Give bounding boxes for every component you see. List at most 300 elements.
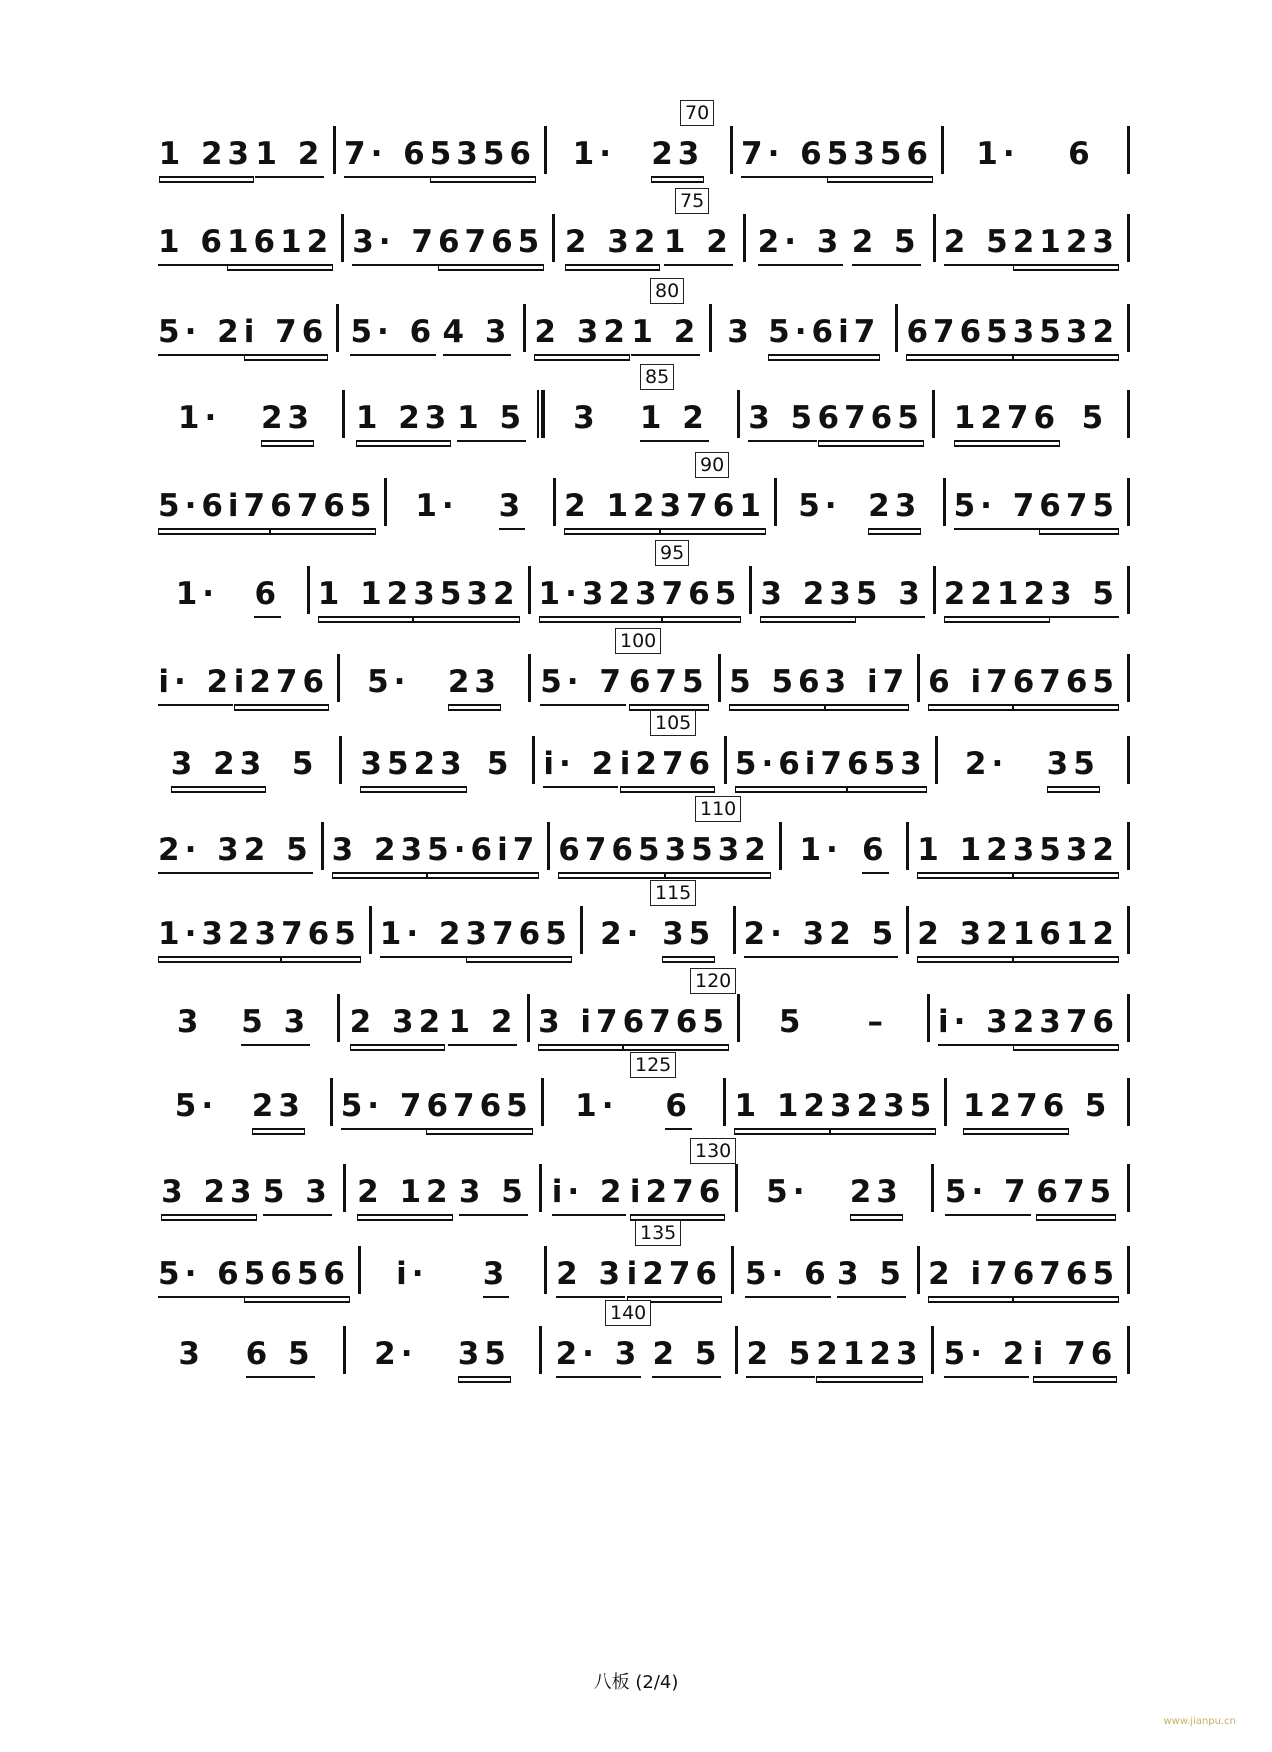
notes-text: i276: [620, 732, 715, 788]
note-group: [944, 210, 1013, 266]
notes-text: 1 5: [457, 386, 526, 442]
measure-number-box: 125: [630, 1052, 676, 1078]
measure: [150, 650, 337, 706]
notes-text: 3: [727, 314, 754, 350]
note-group: [1013, 818, 1119, 874]
measure-number-box: 105: [650, 710, 696, 736]
note-group: [360, 732, 466, 788]
notes-text: 5: [1081, 400, 1109, 436]
note-group: [938, 990, 1013, 1046]
notes-text: 2· 3: [556, 1322, 642, 1378]
note-group: [856, 562, 925, 618]
watermark: www.jianpu.cn: [1163, 1716, 1236, 1727]
note-group: [798, 474, 841, 526]
notes-text: i· 2: [158, 650, 233, 706]
note-group: [254, 562, 281, 618]
page-footer: 八板 (2/4): [593, 1672, 679, 1693]
measure: [727, 732, 935, 788]
note-group: [255, 122, 324, 178]
note-group: [438, 210, 544, 266]
measure: [340, 650, 527, 706]
measure-number-box: 95: [655, 540, 689, 566]
score-line: [150, 628, 1130, 708]
note-group: [1036, 1160, 1116, 1216]
barline: [1127, 654, 1130, 702]
notes-row: [150, 1160, 1130, 1216]
note-group: [665, 818, 771, 874]
notes-text: 5356: [827, 122, 933, 178]
measure: [736, 902, 907, 958]
notes-text: 1·: [799, 832, 843, 868]
measure: [526, 300, 709, 356]
measure: [530, 990, 737, 1046]
note-group: [413, 562, 519, 618]
note-group: [850, 1160, 903, 1216]
note-group: [158, 474, 270, 530]
note-group: [227, 210, 333, 266]
note-group: [945, 1160, 1031, 1216]
measure: [734, 1242, 917, 1298]
notes-text: 6765: [558, 818, 664, 874]
notes-text: 3: [176, 1004, 204, 1040]
measure: [150, 902, 369, 958]
barline: [1127, 906, 1130, 954]
notes-text: 3532: [1013, 300, 1119, 356]
measure: [345, 386, 537, 442]
notes-text: 1 2: [664, 210, 733, 266]
notes-text: 6765: [818, 386, 924, 442]
note-group: [830, 1074, 936, 1130]
barline: [1127, 736, 1130, 784]
notes-text: 1·: [177, 400, 222, 436]
notes-text: 6765: [1013, 1242, 1119, 1298]
notes-text: 2 3: [556, 1242, 625, 1298]
note-group: [430, 122, 536, 178]
measure: [544, 1074, 724, 1130]
measure: [547, 1242, 730, 1298]
notes-text: 5·: [766, 1174, 810, 1210]
score-line: [150, 540, 1130, 620]
measure: [947, 1074, 1127, 1130]
note-group: [748, 386, 817, 442]
notes-text: 5· 7: [540, 650, 626, 706]
note-group: [651, 122, 704, 178]
notes-text: 2· 3: [758, 210, 844, 266]
notes-text: 7· 6: [741, 122, 827, 178]
notes-text: 2 5: [652, 1322, 721, 1378]
notes-text: 2 32: [917, 902, 1013, 958]
note-group: [564, 474, 660, 530]
notes-text: 23: [850, 1160, 903, 1216]
note-group: [745, 1242, 831, 1298]
notes-text: 765: [281, 902, 361, 958]
measure-number-box: 135: [635, 1220, 681, 1246]
measure: [150, 990, 337, 1046]
notes-text: 675: [629, 650, 709, 706]
note-group: [540, 650, 626, 706]
measure: [752, 562, 932, 618]
notes-text: 2 32: [350, 990, 446, 1046]
measure-number-box: 120: [690, 968, 736, 994]
score-line: [150, 1220, 1130, 1300]
notes-text: 5· 6: [350, 300, 436, 356]
note-group: [917, 818, 1013, 874]
note-group: [159, 122, 255, 178]
notes-text: 2 12: [564, 474, 660, 530]
note-group: [374, 1322, 417, 1374]
score-line: [150, 968, 1130, 1048]
note-group: [631, 300, 700, 356]
notes-text: 3 5: [837, 1242, 906, 1298]
notes-text: 3 5: [748, 386, 817, 442]
note-group: [1013, 300, 1119, 356]
notes-text: 23: [651, 122, 704, 178]
measure: [342, 732, 531, 788]
barline: [1127, 1326, 1130, 1374]
note-group: [499, 474, 526, 530]
note-group: [965, 732, 1008, 784]
note-group: [427, 818, 539, 874]
measure: [150, 732, 339, 788]
note-group: [158, 300, 244, 356]
note-group: [829, 902, 898, 958]
measure: [150, 122, 333, 178]
notes-text: 3523: [360, 732, 466, 788]
barline: [1127, 214, 1130, 262]
note-group: [944, 562, 1050, 618]
note-group: [630, 1160, 725, 1216]
note-group: [244, 1242, 350, 1298]
note-group: [556, 1242, 625, 1298]
measure-number-box: 85: [640, 364, 674, 390]
note-group: [426, 1074, 532, 1130]
measure-number-box: 140: [605, 1300, 651, 1326]
barline: [1127, 478, 1130, 526]
notes-text: i 76: [244, 300, 329, 356]
notes-row: [150, 1074, 1130, 1130]
note-group: [234, 650, 329, 706]
notes-text: 5 3: [263, 1160, 332, 1216]
notes-text: 2 5: [244, 818, 313, 874]
notes-text: 1·: [575, 1088, 619, 1124]
notes-row: [150, 562, 1130, 618]
note-group: [466, 902, 572, 958]
note-group: [318, 562, 414, 618]
measure: [336, 122, 544, 178]
note-group: [171, 732, 267, 788]
note-group: [246, 1322, 315, 1378]
measure: [934, 1322, 1127, 1378]
note-group: [1082, 386, 1109, 438]
note-group: [459, 1160, 528, 1216]
measure-number-box: 90: [695, 452, 729, 478]
notes-text: i· 2: [552, 1160, 627, 1216]
notes-text: 765: [662, 562, 742, 618]
note-group: [664, 210, 733, 266]
note-group: [917, 902, 1013, 958]
notes-text: 2 32: [534, 300, 630, 356]
notes-text: 2·: [374, 1336, 418, 1372]
note-group: [158, 210, 227, 266]
note-group: [558, 818, 664, 874]
notes-text: 2 5: [944, 210, 1013, 266]
measure: [346, 1160, 539, 1216]
notes-text: 1 2: [448, 990, 517, 1046]
measure: [310, 562, 528, 618]
notes-text: i 76: [1033, 1322, 1118, 1378]
measure: [150, 1322, 343, 1378]
measure: [333, 1074, 541, 1130]
note-group: [341, 1074, 427, 1130]
note-group: [352, 210, 438, 266]
score-line: [150, 452, 1130, 532]
measure: [531, 650, 718, 706]
notes-text: i276: [630, 1160, 725, 1216]
score-line: [150, 796, 1130, 876]
notes-text: 5· 6: [745, 1242, 831, 1298]
notes-text: 5656: [244, 1242, 350, 1298]
notes-text: 5· 7: [945, 1160, 1031, 1216]
measure: [733, 122, 941, 178]
note-group: [565, 210, 661, 266]
note-group: [357, 1160, 453, 1216]
measure: [935, 386, 1127, 442]
measure: [909, 902, 1127, 958]
note-group: [665, 1074, 692, 1130]
measure-number-box: 110: [695, 796, 741, 822]
measure: [740, 990, 927, 1042]
note-group: [1013, 210, 1119, 266]
note-group: [367, 650, 410, 702]
notes-text: 35: [662, 902, 715, 958]
score-line: [150, 278, 1130, 358]
notes-text: 2·: [964, 746, 1009, 782]
note-group: [1013, 650, 1119, 706]
notes-text: 3 23: [171, 732, 267, 788]
note-group: [779, 990, 806, 1042]
notes-row: [150, 122, 1130, 178]
barline: [1127, 1164, 1130, 1212]
measure: [726, 1074, 944, 1130]
notes-text: 1·: [976, 136, 1020, 172]
notes-text: 5 3: [856, 562, 925, 618]
note-group: [573, 122, 616, 174]
note-group: [727, 300, 754, 352]
notes-text: 3· 7: [352, 210, 438, 266]
measure: [150, 386, 342, 442]
notes-text: 1·: [415, 488, 459, 524]
note-group: [627, 1242, 722, 1298]
notes-text: 1·323: [158, 902, 281, 958]
measure: [324, 818, 548, 874]
notes-text: 2 5: [852, 210, 921, 266]
note-group: [487, 732, 514, 784]
notes-text: 675: [1039, 474, 1119, 530]
notes-text: 3235: [830, 1074, 936, 1130]
measure: [740, 386, 932, 442]
measure: [920, 1242, 1127, 1298]
notes-text: 35: [1047, 732, 1100, 788]
note-group: [760, 562, 856, 618]
notes-text: 2 32: [565, 210, 661, 266]
note-group: [963, 1074, 1069, 1130]
note-group: [1050, 562, 1119, 618]
note-group: [1039, 474, 1119, 530]
note-group: [158, 650, 233, 706]
notes-text: 1 12: [734, 1074, 830, 1130]
notes-text: 5· 7: [954, 474, 1040, 530]
barline: [1127, 1246, 1130, 1294]
notes-text: 6765: [1013, 650, 1119, 706]
notes-text: 2· 3: [744, 902, 830, 958]
note-group: [816, 1322, 922, 1378]
notes-text: 653: [847, 732, 927, 788]
note-group: [176, 562, 219, 614]
note-group: [534, 300, 630, 356]
note-group: [483, 1242, 510, 1298]
notes-text: 3: [178, 1336, 205, 1372]
barline: [1127, 994, 1130, 1042]
measure: [346, 1322, 539, 1378]
notes-text: 3532: [413, 562, 519, 618]
note-group: [263, 1160, 332, 1216]
note-group: [575, 1074, 618, 1126]
measure: [531, 562, 750, 618]
notes-row: [150, 474, 1130, 530]
note-group: [852, 210, 921, 266]
notes-text: 6765: [438, 210, 544, 266]
note-group: [538, 990, 623, 1046]
note-group: [620, 732, 715, 788]
notes-text: 2123: [816, 1322, 922, 1378]
notes-text: 5· 7: [341, 1074, 427, 1130]
notes-text: 3761: [660, 474, 766, 530]
note-group: [1013, 1242, 1119, 1298]
notes-text: 3 23: [760, 562, 856, 618]
notes-text: 5·: [798, 488, 842, 524]
notes-text: 7· 6: [344, 122, 430, 178]
notes-text: 23: [252, 1074, 305, 1130]
notes-text: i·: [396, 1256, 429, 1292]
measure: [372, 902, 580, 958]
note-group: [350, 300, 436, 356]
notes-text: 3 23: [161, 1160, 257, 1216]
notes-row: [150, 300, 1130, 356]
measure: [934, 1160, 1127, 1216]
note-group: [161, 1160, 257, 1216]
note-group: [252, 1074, 305, 1130]
measure: [936, 562, 1127, 618]
notes-text: 4 3: [443, 300, 512, 356]
note-group: [623, 990, 729, 1046]
note-group: [344, 122, 430, 178]
notes-row: [150, 818, 1130, 874]
notes-text: 1276: [963, 1074, 1069, 1130]
notes-row: [150, 902, 1130, 958]
notes-text: 1·: [572, 136, 616, 172]
note-group: [662, 562, 742, 618]
note-group: [175, 1074, 218, 1126]
notes-text: 1 2: [640, 386, 709, 442]
notes-text: 1 2: [255, 122, 324, 178]
measure: [545, 386, 737, 442]
note-group: [443, 300, 512, 356]
measure: [339, 300, 522, 356]
measure: [909, 818, 1127, 874]
notes-text: 3 23: [332, 818, 428, 874]
double-barline: [537, 390, 545, 438]
notes-text: 35: [458, 1322, 511, 1378]
notes-text: 6: [254, 562, 281, 618]
notes-text: 3 5: [1050, 562, 1119, 618]
measure-number-box: 115: [650, 880, 696, 906]
notes-text: 5·6i7: [735, 732, 847, 788]
notes-text: 6: [1068, 136, 1095, 172]
notes-text: 3532: [665, 818, 771, 874]
note-group: [270, 474, 376, 530]
measure: [542, 1160, 735, 1216]
note-group: [332, 818, 428, 874]
note-group: [954, 474, 1040, 530]
notes-text: 675: [1036, 1160, 1116, 1216]
note-group: [746, 1322, 815, 1378]
notes-text: i276: [627, 1242, 722, 1298]
note-group: [292, 732, 319, 784]
notes-row: [150, 1322, 1130, 1378]
note-group: [976, 122, 1019, 174]
notes-text: 3765: [466, 902, 572, 958]
measure: [721, 650, 917, 706]
score-line: [150, 1138, 1130, 1218]
measure: [777, 474, 943, 530]
measure: [150, 818, 321, 874]
notes-row: [150, 1242, 1130, 1298]
notes-text: 3: [483, 1242, 510, 1298]
notes-text: 2212: [944, 562, 1050, 618]
notes-text: 5· 6: [158, 1242, 244, 1298]
notes-text: 5·6i7: [768, 300, 880, 356]
notes-text: 1612: [227, 210, 333, 266]
notes-text: 6: [665, 1074, 692, 1130]
note-group: [629, 650, 709, 706]
note-group: [458, 1322, 511, 1378]
barline: [1127, 566, 1130, 614]
measure: [898, 300, 1127, 356]
measure: [936, 210, 1127, 266]
note-group: [178, 1322, 205, 1374]
notes-text: 5 3: [241, 990, 310, 1046]
notes-text: 2123: [1013, 210, 1119, 266]
notes-text: 5· 2: [158, 300, 244, 356]
note-group: [847, 732, 927, 788]
note-group: [741, 122, 827, 178]
notes-text: 1 12: [318, 562, 414, 618]
notes-text: 5·: [174, 1088, 219, 1124]
notes-text: 2376: [1013, 990, 1119, 1046]
notes-text: 2· 3: [158, 818, 244, 874]
note-group: [380, 902, 466, 958]
measure: [944, 122, 1127, 174]
measure: [150, 1074, 330, 1130]
notes-text: –: [867, 1004, 888, 1040]
note-group: [944, 1322, 1030, 1378]
note-group: [766, 1160, 809, 1212]
measure: [535, 732, 724, 788]
note-group: [837, 1242, 906, 1298]
note-group: [1013, 990, 1119, 1046]
notes-text: 6765: [623, 990, 729, 1046]
notes-text: i· 3: [938, 990, 1013, 1046]
